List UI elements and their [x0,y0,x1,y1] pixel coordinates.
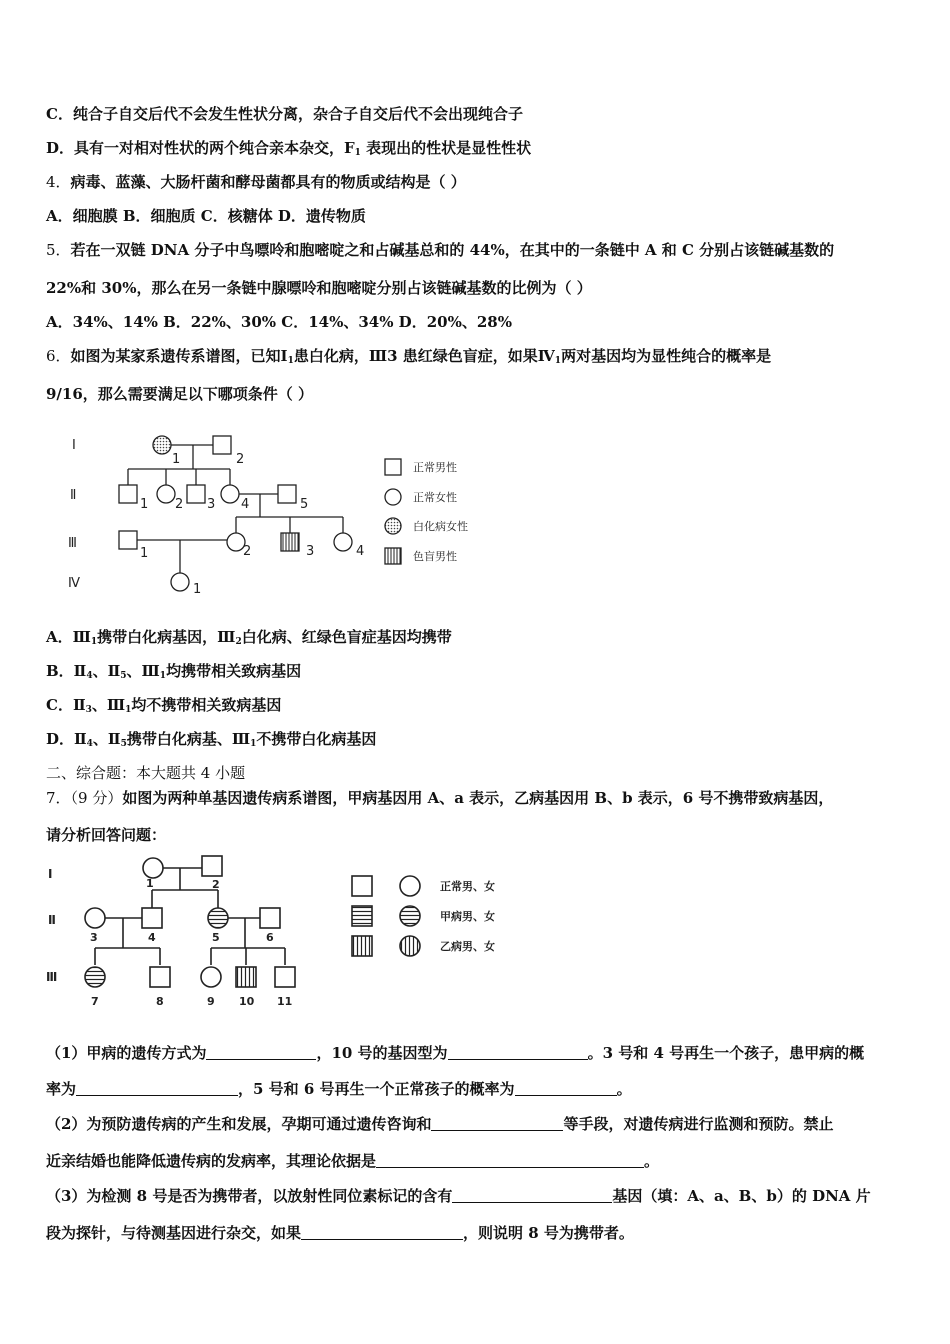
answer-blank-7[interactable] [452,1188,612,1203]
I1-female [143,858,163,878]
q7-part1-line2: 率为 ，5 号和 6 号再生一个正常孩子的概率为 。 [46,1080,632,1098]
svg-text:8: 8 [156,995,164,1008]
svg-text:3: 3 [207,497,216,512]
gen-label-III: Ⅲ [46,970,58,984]
svg-text:乙病男、女: 乙病男、女 [440,940,495,953]
q7-part1-line1: （1）甲病的遗传方式为 ，10 号的基因型为 。3 号和 4 号再生一个孩子，患甲病的概 [46,1044,865,1062]
legend-disease-B-female-icon [400,936,420,956]
answer-blank-4[interactable] [515,1081,617,1096]
svg-text:色盲男性: 色盲男性 [413,550,457,563]
svg-text:4: 4 [356,544,365,559]
III10-disease-B-male [236,967,256,987]
gen-label-I: Ⅰ [72,438,76,453]
legend-disease-B-male-icon [352,936,372,956]
q7-part2-line1: （2）为预防遗传病的产生和发展，孕期可通过遗传咨询和 等手段，对遗传病进行监测和预防。禁止 [46,1115,834,1133]
answer-blank-6[interactable] [376,1153,644,1168]
q7-stem-line1: 7．（9 分）如图为两种单基因遗传病系谱图，甲病基因用 A、a 表示，乙病基因用 B、b 表示，6 号不携带致病基因， [46,789,834,807]
q5-stem-line1: 5．若在一双链 DNA 分子中鸟嘌呤和胞嘧啶之和占碱基总和的 44%，在其中的一条链中 A 和 C 分别占该链碱基数的 [46,241,835,259]
svg-text:3: 3 [90,931,98,944]
q5-options: A．34%、14% B．22%、30% C．14%、34% D．20%、28% [46,313,512,331]
svg-text:1: 1 [146,877,154,890]
legend-colorblind-male-icon [385,548,401,564]
svg-text:5: 5 [212,931,220,944]
III7-disease-A-female [85,967,105,987]
svg-text:11: 11 [277,995,293,1008]
svg-text:1: 1 [193,582,202,597]
III3-colorblind-male [281,533,299,551]
svg-text:1: 1 [140,546,149,561]
II5-disease-A-female [208,908,228,928]
answer-blank-5[interactable] [431,1116,563,1131]
legend-disease-A-female-icon [400,906,420,926]
answer-blank-1[interactable] [206,1045,316,1060]
II6-male [260,908,280,928]
I2-male [213,436,231,454]
svg-text:7: 7 [91,995,99,1008]
svg-text:6: 6 [266,931,274,944]
svg-text:10: 10 [239,995,255,1008]
svg-text:4: 4 [148,931,156,944]
gen-label-III: Ⅲ [68,536,77,551]
q7-pedigree-figure [40,850,520,1020]
svg-text:2: 2 [175,497,184,512]
svg-text:1: 1 [172,452,181,467]
q4-stem: 4．病毒、蓝藻、大肠杆菌和酵母菌都具有的物质或结构是（ ） [46,173,466,191]
q4-options: A．细胞膜 B．细胞质 C．核糖体 D．遗传物质 [46,207,366,225]
answer-blank-3[interactable] [76,1081,238,1096]
II1-male [119,485,137,503]
II4-male [142,908,162,928]
gen-label-IV: Ⅳ [68,576,80,591]
I2-male [202,856,222,876]
svg-text:正常女性: 正常女性 [413,491,457,504]
q7-stem-line2: 请分析回答问题： [46,826,167,844]
svg-text:2: 2 [243,544,252,559]
svg-text:1: 1 [140,497,149,512]
q6-stem-line1: 6．如图为某家系遗传系谱图，已知$Ⅰ_1$患白化病，Ⅲ3 患红绿色盲症，如果$Ⅳ_1$两对基因均为显性纯合的概率是 [46,347,772,366]
II4-female [221,485,239,503]
II3-female [85,908,105,928]
q6-option-c: C．$Ⅱ_3$、$Ⅲ_1$均不携带相关致病基因 [46,696,282,715]
svg-text:4: 4 [241,497,250,512]
section-heading: 二、综合题：本大题共 4 小题 [46,764,246,782]
svg-text:甲病男、女: 甲病男、女 [440,910,495,923]
legend-albino-female-icon [385,518,401,534]
legend-normal-male-icon [352,876,372,896]
legend-normal-male-icon [385,459,401,475]
answer-blank-2[interactable] [448,1045,588,1060]
q7-part3-line1: （3）为检测 8 号是否为携带者，以放射性同位素标记的含有 基因（填：A、a、B、b）的 DNA 片 [46,1187,871,1205]
legend-normal-female-icon [385,489,401,505]
III4-female [334,533,352,551]
q3-option-c: C．纯合子自交后代不会发生性状分离，杂合子自交后代不会出现纯合子 [46,105,523,123]
gen-label-I: Ⅰ [48,867,53,881]
III11-male [275,967,295,987]
II2-female [157,485,175,503]
q6-option-a: A．$Ⅲ_1$携带白化病基因，$Ⅲ_2$白化病、红绿色盲症基因均携带 [46,628,452,647]
q5-stem-line2: 22%和 30%，那么在另一条链中腺嘌呤和胞嘧啶分别占该链碱基数的比例为（ ） [46,279,592,297]
I1-albino-female [153,436,171,454]
q6-option-b: B．$Ⅱ_4$、$Ⅱ_5$、$Ⅲ_1$均携带相关致病基因 [46,662,302,681]
III9-female [201,967,221,987]
svg-text:9: 9 [207,995,215,1008]
q6-stem-line2: 9/16，那么需要满足以下哪项条件（ ） [46,385,314,403]
svg-text:5: 5 [300,497,309,512]
answer-blank-8[interactable] [301,1225,463,1240]
svg-text:2: 2 [236,452,245,467]
II5-male [278,485,296,503]
II3-male [187,485,205,503]
gen-label-II: Ⅱ [70,488,77,503]
svg-text:3: 3 [306,544,315,559]
III1-male [119,531,137,549]
q7-part3-line2: 段为探针，与待测基因进行杂交，如果 ，则说明 8 号为携带者。 [46,1224,634,1242]
svg-text:白化病女性: 白化病女性 [413,520,468,533]
legend-disease-A-male-icon [352,906,372,926]
svg-text:正常男性: 正常男性 [413,461,457,474]
svg-text:2: 2 [212,878,220,891]
q6-option-d: D．$Ⅱ_4$、$Ⅱ_5$携带白化病基、$Ⅲ_1$不携带白化病基因 [46,730,377,749]
q3-option-d: D．具有一对相对性状的两个纯合亲本杂交，$F_1$ 表现出的性状是显性性状 [46,139,532,158]
gen-label-II: Ⅱ [48,913,56,927]
q7-part2-line2: 近亲结婚也能降低遗传病的发病率，其理论依据是 。 [46,1152,660,1170]
IV1-female [171,573,189,591]
q6-pedigree-figure [60,425,490,605]
svg-text:正常男、女: 正常男、女 [440,880,495,893]
legend-normal-female-icon [400,876,420,896]
III8-male [150,967,170,987]
